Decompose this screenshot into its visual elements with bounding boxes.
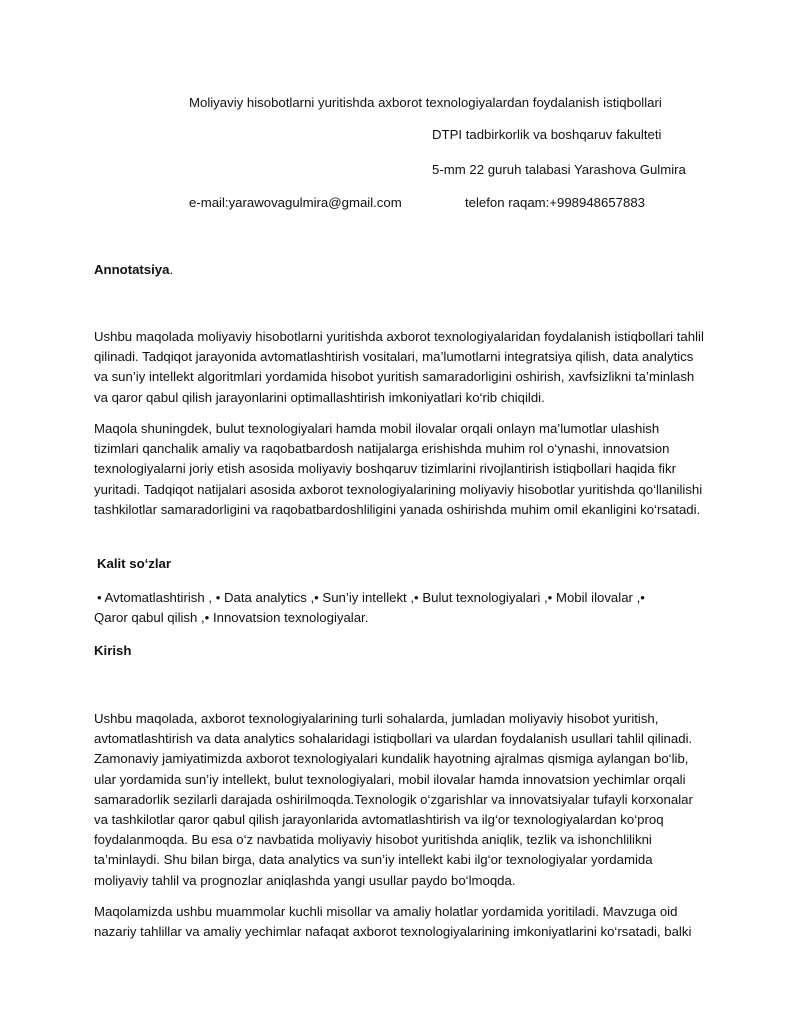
- introduction-heading: Kirish: [94, 643, 132, 658]
- keywords-heading: Kalit so‘zlar: [97, 556, 172, 571]
- introduction-paragraph-1: Ushbu maqolada, axborot texnologiyalarining turli sohalarda, jumladan moliyaviy hisobot yuritish, avtomatlashtirish va data analytics sohalaridagi istiqbollari va ulardan foydalanish usullari tahlil qilinadi. Zamonaviy jamiyatimizda axborot texnologiyalari kundalik hayotning ajralmas qismiga aylangan bo‘lib, ular yordamida sun’iy intellekt, bulut texnologiyalari, mobil ilovalar hamda innovatsion yechimlar orqali samaradorlik sezilarli darajada oshirilmoqda.Texnologik o‘zgarishlar va innovatsiyalar tufayli korxonalar va tashkilotlar qaror qabul qilish jarayonlarida avtomatlashtirish va ilg‘or texnologiyalardan ko‘proq foydalanmoqda. Bu esa o‘z navbatida moliyaviy hisobot yuritishda aniqlik, tezlik va ishonchlilikni ta’minlaydi. Shu bilan birga, data analytics va sun’iy intellekt kabi ilg‘or texnologiyalar yordamida moliyaviy tahlil va prognozlar aniqlashda yangi usullar paydo bo‘lmoqda.: [94, 711, 693, 888]
- keywords-line-2: Qaror qabul qilish ,• Innovatsion texnologiyalar.: [94, 610, 369, 625]
- faculty-line: DTPI tadbirkorlik va boshqaruv fakulteti: [432, 127, 662, 142]
- annotation-heading-row: [94, 261, 173, 279]
- annotation-paragraph-1: Ushbu maqolada moliyaviy hisobotlarni yuritishda axborot texnologiyalaridan foydalanish istiqbollari tahlil qilinadi. Tadqiqot jarayonida avtomatlashtirish vositalari, ma’lumotlarni integratsiya qilish, data analytics va sun’iy intellekt algoritmlari yordamida hisobot yuritish samaradorligini oshirish, xavfsizlikni ta’minlash va qaror qabul qilish jarayonlarini optimallashtirish imkoniyatlari ko‘rib chiqildi.: [94, 329, 704, 405]
- author-line: 5-mm 22 guruh talabasi Yarashova Gulmira: [432, 162, 686, 177]
- phone-line: telefon raqam:+998948657883: [465, 195, 646, 210]
- keywords-line-1: • Avtomatlashtirish , • Data analytics ,• Sun’iy intellekt ,• Bulut texnologiyalari ,• Mobil ilovalar ,•: [97, 590, 645, 605]
- annotation-heading: Annotatsiya: [94, 262, 170, 277]
- introduction-paragraph-2: Maqolamizda ushbu muammolar kuchli misollar va amaliy holatlar yordamida yoritiladi. Mavzuga oid nazariy tahlillar va amaliy yechimlar nafaqat axborot texnologiyalarining imkoniyatlarini ko‘rsatadi, balki: [94, 904, 692, 940]
- email-line: e-mail:yarawovagulmira@gmail.com: [189, 195, 402, 210]
- article-title: Moliyaviy hisobotlarni yuritishda axborot texnologiyalardan foydalanish istiqbollari: [189, 95, 662, 110]
- annotation-paragraph-2: Maqola shuningdek, bulut texnologiyalari hamda mobil ilovalar orqali onlayn ma’lumotlar ulashish tizimlari qanchalik amaliy va raqobatbardosh natijalarga erishishda muhim rol o‘ynashi, innovatsion texnologiyalarni joriy etish asosida moliyaviy boshqaruv tizimlarini rivojlantirish istiqbollari haqida fikr yuritadi. Tadqiqot natijalari asosida axborot texnologiyalarining moliyaviy hisobotlar yuritishda qo‘llanilishi tashkilotlar samaradorligini va raqobatbardoshliligini yanada oshirishda muhim omil ekanligini ko‘rsatadi.: [94, 421, 703, 517]
- annotation-heading-punct: .: [169, 262, 174, 277]
